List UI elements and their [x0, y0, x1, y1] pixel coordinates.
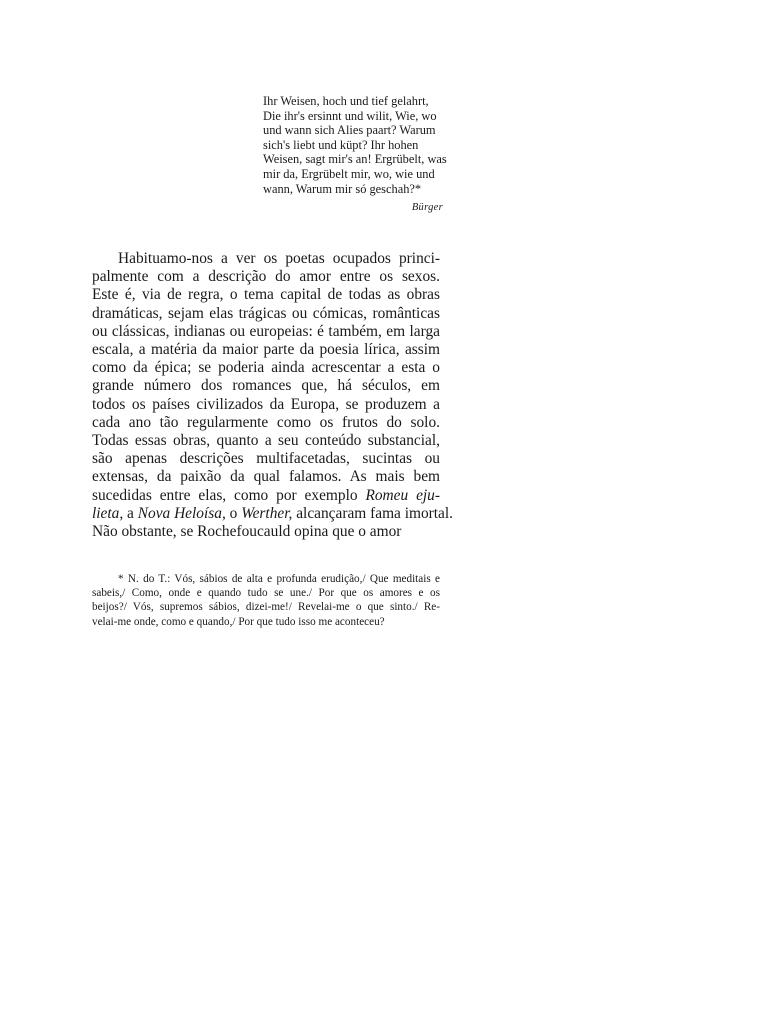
- paragraph-line: são apenas descrições multifacetadas, sucintas ou: [92, 450, 440, 468]
- paragraph-line: palmente com a descrição do amor entre os sexos.: [92, 268, 440, 286]
- epigraph: [263, 94, 447, 216]
- paragraph-line: Todas essas obras, quanto a seu conteúdo substancial,: [92, 432, 440, 450]
- footnote-line: beijos?/ Vós, supremos sábios, dizei-me!/ Revelai-me o que sinto./ Re-: [92, 601, 440, 614]
- paragraph-line: Habituamo-nos a ver os poetas ocupados princi-: [118, 250, 440, 267]
- paragraph-line: grande número dos romances que, há séculos, em: [92, 377, 440, 395]
- epigraph-line: Die ihr's ersinnt und wilit, Wie, wo: [263, 108, 437, 123]
- epigraph-author: Bürger: [411, 202, 443, 214]
- title-nova-heloisa: Nova Heloísa,: [137, 504, 226, 522]
- paragraph-line: todos os países civilizados da Europa, se produzem a: [92, 395, 440, 413]
- epigraph-line: Weisen, sagt mir's an! Ergrübelt, was: [263, 152, 447, 167]
- title-romeu-julieta-cont: lieta,: [92, 504, 124, 522]
- paragraph-text: a: [123, 504, 138, 522]
- paragraph-line: Não obstante, se Rochefoucauld opina que o amor: [92, 523, 402, 541]
- epigraph-line: sich's liebt und küpt? Ihr hohen: [263, 137, 419, 152]
- translator-footnote: [92, 572, 440, 629]
- paragraph-line: [92, 487, 440, 505]
- footnote-line: sabeis,/ Como, onde e quando tudo se une./ Por que os amores e os: [92, 587, 440, 600]
- title-werther: Werther,: [241, 504, 293, 522]
- paragraph-line: como da épica; se poderia ainda acrescentar a esta o: [92, 359, 440, 377]
- paragraph-text: o: [225, 504, 242, 522]
- main-paragraph: [92, 250, 454, 541]
- paragraph-line: [92, 504, 454, 523]
- paragraph-line: cada ano tão regularmente como os frutos do solo.: [92, 413, 440, 431]
- paragraph-text: alcançaram fama imortal.: [292, 504, 454, 522]
- title-romeu-julieta: Romeu eju-: [365, 486, 440, 504]
- paragraph-line: dramáticas, sejam elas trágicas ou cómicas, românticas: [92, 304, 440, 322]
- epigraph-line: mir da, Ergrübelt mir, wo, wie und: [263, 166, 435, 181]
- footnote-line: * N. do T.: Vós, sábios de alta e profunda erudição,/ Que meditais e: [118, 573, 440, 585]
- paragraph-text: sucedidas entre elas, como por exemplo: [92, 486, 366, 504]
- paragraph-line: escala, a matéria da maior parte da poesia lírica, assim: [92, 341, 440, 359]
- epigraph-line: und wann sich Alies paart? Warum: [263, 123, 436, 138]
- paragraph-line: ou clássicas, indianas ou europeias: é também, em larga: [92, 322, 440, 340]
- footnote-line: velai-me onde, como e quando,/ Por que tudo isso me aconteceu?: [92, 615, 385, 628]
- epigraph-line: wann, Warum mir só geschah?*: [263, 181, 422, 196]
- paragraph-line: Este é, via de regra, o tema capital de todas as obras: [92, 286, 440, 304]
- paragraph-line: extensas, da paixão da qual falamos. As mais bem: [92, 468, 440, 486]
- epigraph-line: Ihr Weisen, hoch und tief gelahrt,: [263, 94, 429, 108]
